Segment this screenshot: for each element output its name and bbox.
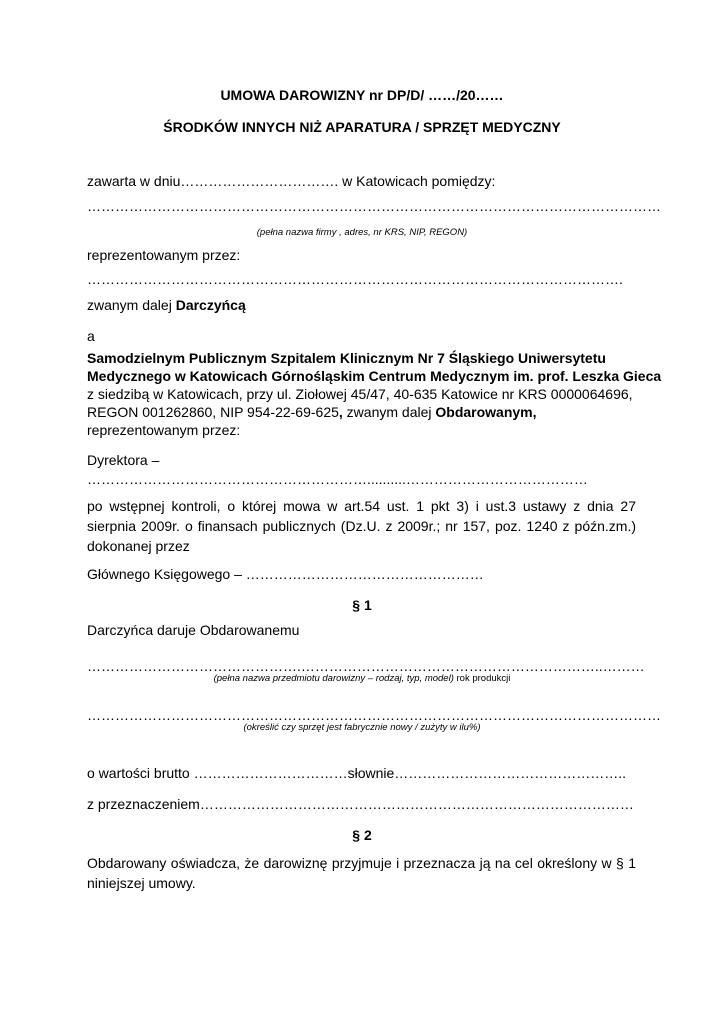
recipient-address-line-1: z siedzibą w Katowicach, przy ul. Ziołowej 45/47, 40-635 Katowice nr KRS 0000064696, — [87, 386, 633, 402]
section-2-heading: § 2 — [352, 827, 372, 843]
recipient-address-line-2 — [87, 403, 537, 421]
document-title: UMOWA DAROWIZNY nr DP/D/ ……/20…… — [220, 87, 504, 103]
chief-accountant-line: Głównego Księgowego – …………………………………………… — [87, 566, 484, 582]
donor-field-note: (pełna nazwa firmy , adres, nr KRS, NIP, REGON) — [256, 227, 468, 238]
document-subtitle: ŚRODKÓW INNYCH NIŻ APARATURA / SPRZĘT MEDYCZNY — [163, 119, 561, 135]
financial-control-paragraph: po wstępnej kontroli, o której mowa w art.54 ust. 1 pkt 3) i ust.3 ustawy z dnia 27 sierpnia 2009r. o finansach publicznych (Dz.U. z 2009r.; nr 157, poz. 1240 z późn.zm.) dokonanej przez — [87, 498, 636, 554]
director-fill-line: ……………………………………………………..........………………………………… — [87, 471, 588, 487]
donation-item-note-year: rok produkcji — [453, 673, 511, 684]
recipient-represented-label: reprezentowanym przez: — [87, 422, 241, 438]
purpose-line: z przeznaczeniem………………………………………………………………………………… — [87, 796, 634, 812]
section-1-heading: § 1 — [352, 597, 372, 613]
recipient-role: Obdarowanym, — [435, 404, 537, 420]
condition-fill-line: …………………………………………………………………………………………………………… — [87, 707, 661, 723]
donation-item-fill-line: ……………………………………….………………………………………………………..……… — [87, 658, 645, 674]
recipient-regon-nip: REGON 001262860, NIP 954-22-69-625 — [87, 404, 339, 420]
gross-value-line: o wartości brutto ……………………………słownie………………………………………….. — [87, 765, 627, 781]
donor-role: Darczyńcą — [175, 297, 246, 313]
donates-line: Darczyńca daruje Obdarowanemu — [87, 622, 300, 638]
condition-note: (określić czy sprzęt jest fabrycznie nowy / zużyty w ilu%) — [243, 722, 481, 733]
donor-fill-line: …………………………………………………………………………………………………………… — [87, 198, 661, 214]
recipient-comma: , — [338, 404, 343, 420]
donor-represented-label: reprezentowanym przez: — [87, 247, 241, 263]
donation-item-note-italic: (pełna nazwa przedmiotu darowizny – rodzaj, typ, model) — [213, 673, 454, 684]
conjunction-a: a — [87, 328, 95, 344]
acceptance-paragraph: Obdarowany oświadcza, że darowiznę przyjmuje i przeznacza ją na cel określony w § 1 niniejszej umowy. — [87, 855, 636, 891]
donation-item-note — [0, 673, 724, 685]
recipient-called-text: zwanym dalej — [342, 404, 436, 420]
donor-called-line — [87, 296, 246, 314]
donor-represented-fill-line: ……………………………………………………………………………………………………. — [87, 271, 623, 287]
director-label: Dyrektora – — [87, 452, 160, 468]
recipient-name-line-1: Samodzielnym Publicznym Szpitalem Klinicznym Nr 7 Śląskiego Uniwersytetu — [87, 350, 606, 366]
recipient-name-line-2: Medycznego w Katowicach Górnośląskim Centrum Medycznym im. prof. Leszka Gieca — [87, 368, 662, 384]
concluded-date-line: zawarta w dniu……………………………. w Katowicach pomiędzy: — [87, 173, 496, 189]
donor-called-prefix: zwanym dalej — [87, 297, 176, 313]
